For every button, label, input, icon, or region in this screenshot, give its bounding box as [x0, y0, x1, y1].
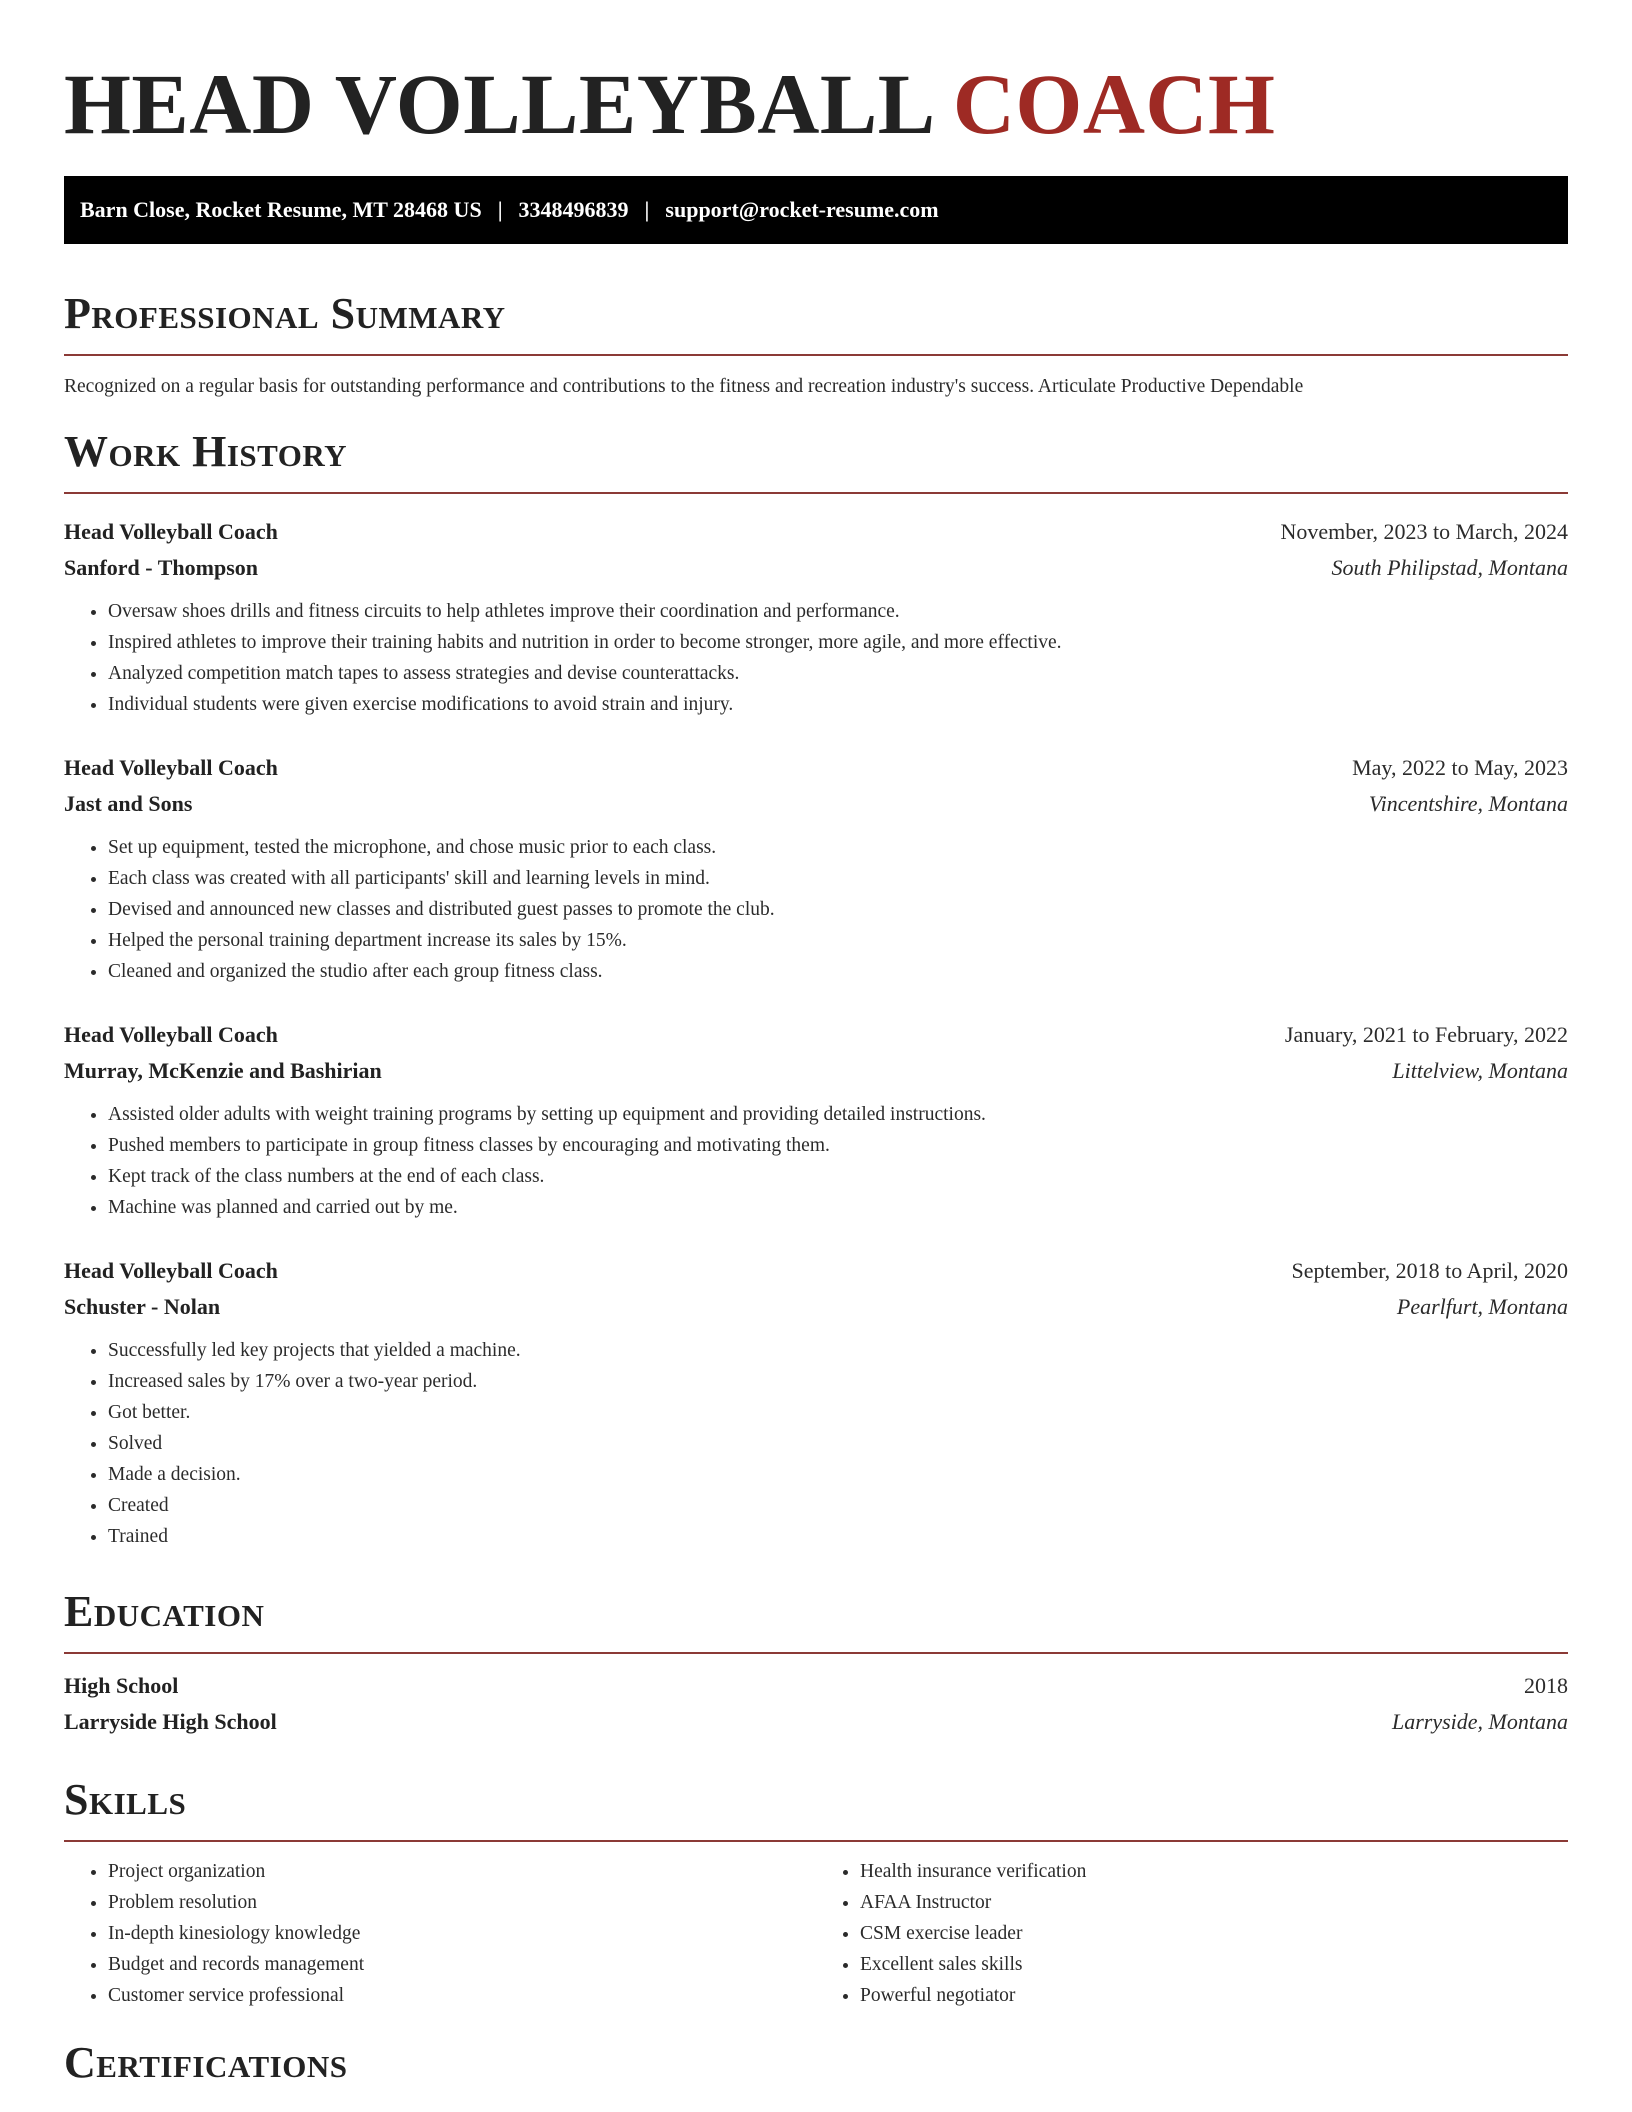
job-bullet: • Solved — [108, 1428, 1568, 1459]
job-location: Pearlfurt, Montana — [1396, 1294, 1568, 1319]
job-bullet: • Created — [108, 1490, 1568, 1521]
job-dates: September, 2018 to April, 2020 — [1291, 1258, 1568, 1283]
skill-item: • In-depth kinesiology knowledge — [108, 1918, 816, 1949]
skill-item: • Powerful negotiator — [860, 1980, 1568, 2011]
job-title: Head Volleyball Coach — [64, 755, 278, 780]
contact-separator: | — [644, 197, 650, 222]
job-entry — [64, 514, 1568, 720]
work-history-section — [64, 426, 1568, 1552]
summary-section — [64, 288, 1568, 400]
job-dates: May, 2022 to May, 2023 — [1352, 755, 1568, 780]
job-bullet: • Got better. — [108, 1397, 1568, 1428]
name-main: HEAD VOLLEYBALL — [64, 56, 931, 152]
skills-list-left — [64, 1856, 816, 2011]
job-bullets — [64, 1099, 1568, 1223]
job-company: Sanford - Thompson — [64, 555, 258, 580]
job-bullet: • Made a decision. — [108, 1459, 1568, 1490]
job-entry — [64, 1253, 1568, 1552]
skill-item: • Problem resolution — [108, 1887, 816, 1918]
job-bullets — [64, 1335, 1568, 1552]
job-bullet: • Individual students were given exercise modifications to avoid strain and injury. — [108, 689, 1568, 720]
job-bullet: • Successfully led key projects that yielded a machine. — [108, 1335, 1568, 1366]
job-company: Schuster - Nolan — [64, 1294, 221, 1319]
certifications-section — [64, 2037, 1568, 2103]
job-bullet: • Kept track of the class numbers at the end of each class. — [108, 1161, 1568, 1192]
job-company: Murray, McKenzie and Bashirian — [64, 1058, 382, 1083]
job-bullet: • Helped the personal training department increase its sales by 15%. — [108, 925, 1568, 956]
skill-item: • Excellent sales skills — [860, 1949, 1568, 1980]
job-bullet: • Cleaned and organized the studio after each group fitness class. — [108, 956, 1568, 987]
job-location: South Philipstad, Montana — [1331, 555, 1568, 580]
job-bullet: • Devised and announced new classes and distributed guest passes to promote the club. — [108, 894, 1568, 925]
job-bullets — [64, 832, 1568, 987]
contact-email[interactable]: support@rocket-resume.com — [665, 197, 939, 222]
job-title: Head Volleyball Coach — [64, 1022, 278, 1047]
job-bullet: • Set up equipment, tested the microphone, and chose music prior to each class. — [108, 832, 1568, 863]
job-title: Head Volleyball Coach — [64, 519, 278, 544]
skill-item: • Budget and records management — [108, 1949, 816, 1980]
summary-text: Recognized on a regular basis for outstanding performance and contributions to the fitness and recreation industry's success. Articulate Productive Dependable — [64, 376, 1304, 397]
job-bullet: • Inspired athletes to improve their training habits and nutrition in order to become stronger, more agile, and more effective. — [108, 627, 1568, 658]
education-school: Larryside High School — [64, 1709, 277, 1734]
contact-address: Barn Close, Rocket Resume, MT 28468 US — [80, 197, 482, 222]
education-year: 2018 — [1524, 1673, 1568, 1698]
skill-item: • AFAA Instructor — [860, 1887, 1568, 1918]
job-location: Vincentshire, Montana — [1368, 791, 1568, 816]
section-heading-work-history: Work History — [64, 426, 1568, 494]
job-dates: January, 2021 to February, 2022 — [1284, 1022, 1568, 1047]
job-bullet: • Trained — [108, 1521, 1568, 1552]
skill-item: • Customer service professional — [108, 1980, 816, 2011]
section-heading-skills: Skills — [64, 1774, 1568, 1842]
job-bullet: • Each class was created with all participants' skill and learning levels in mind. — [108, 863, 1568, 894]
job-title: Head Volleyball Coach — [64, 1258, 278, 1283]
job-bullet: • Pushed members to participate in group fitness classes by encouraging and motivating them. — [108, 1130, 1568, 1161]
job-dates: November, 2023 to March, 2024 — [1280, 519, 1568, 544]
skills-columns — [64, 1856, 1568, 2011]
job-bullets — [64, 596, 1568, 720]
contact-separator: | — [497, 197, 503, 222]
job-company: Jast and Sons — [64, 791, 193, 816]
job-bullet: • Analyzed competition match tapes to assess strategies and devise counterattacks. — [108, 658, 1568, 689]
job-bullet: • Oversaw shoes drills and fitness circuits to help athletes improve their coordination and performance. — [108, 596, 1568, 627]
section-heading-certifications: Certifications — [64, 2038, 348, 2087]
skills-list-right — [816, 1856, 1568, 2011]
name-accent: COACH — [952, 56, 1276, 152]
job-bullet: • Assisted older adults with weight training programs by setting up equipment and providing detailed instructions. — [108, 1099, 1568, 1130]
skill-item: • CSM exercise leader — [860, 1918, 1568, 1949]
resume-name — [64, 56, 1568, 152]
job-location: Littelview, Montana — [1392, 1058, 1568, 1083]
education-entry — [64, 1668, 1568, 1740]
skill-item: • Health insurance verification — [860, 1856, 1568, 1887]
education-section — [64, 1586, 1568, 1740]
section-heading-summary: Professional Summary — [64, 288, 1568, 356]
job-bullet: • Increased sales by 17% over a two-year period. — [108, 1366, 1568, 1397]
education-location: Larryside, Montana — [1392, 1709, 1568, 1734]
skill-item: • Project organization — [108, 1856, 816, 1887]
skills-section — [64, 1774, 1568, 2011]
job-entry — [64, 750, 1568, 987]
contact-bar — [64, 176, 1568, 244]
education-degree: High School — [64, 1673, 179, 1698]
job-bullet: • Machine was planned and carried out by me. — [108, 1192, 1568, 1223]
job-entry — [64, 1017, 1568, 1223]
section-heading-education: Education — [64, 1586, 1568, 1654]
contact-phone[interactable]: 3348496839 — [518, 197, 629, 222]
